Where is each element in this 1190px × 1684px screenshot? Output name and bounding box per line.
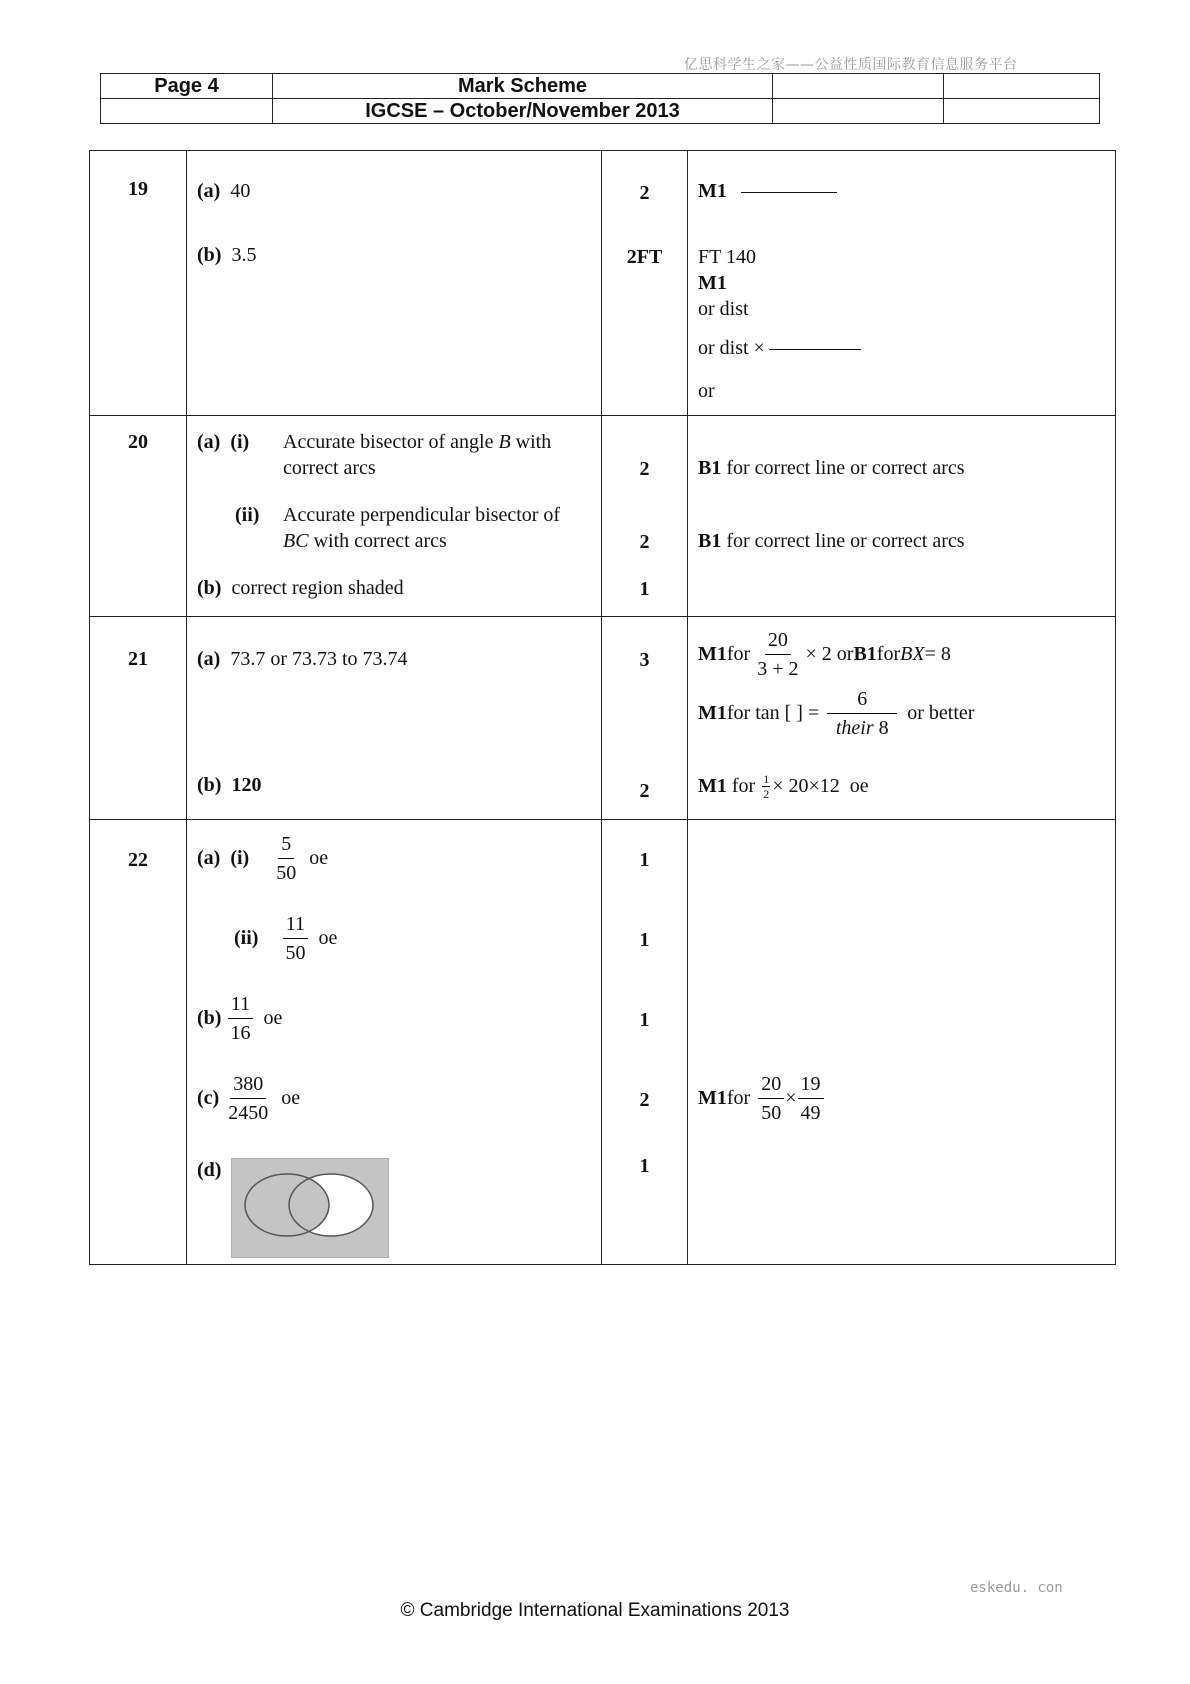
question-number: 20	[90, 416, 187, 617]
guidance-text: or better	[907, 702, 975, 724]
fraction: $\frac{5}{50}$	[276, 833, 297, 884]
header-table	[100, 73, 1100, 124]
fraction: $\frac{20}{3 + 2}$	[757, 629, 799, 680]
guidance-text: × 20×12 oe	[772, 775, 869, 797]
method-mark: B1	[698, 457, 722, 479]
marks-cell	[602, 151, 688, 416]
fraction: $\frac{6}{\text{their 8}}$	[827, 689, 897, 738]
answer-text: Accurate perpendicular bisector of	[283, 504, 561, 526]
question-19-row	[90, 151, 1116, 416]
method-mark: M1	[698, 775, 727, 797]
question-number: 19	[90, 151, 187, 416]
guidance-text: for	[726, 1087, 751, 1109]
guidance-text: for	[726, 775, 761, 797]
venn-diagram	[231, 1158, 389, 1258]
copyright-footer: © Cambridge International Examinations 2013	[400, 1600, 790, 1621]
mark-value: 2	[639, 531, 650, 553]
mark-scheme-table	[89, 150, 1116, 1265]
fraction: $\frac{19}{49}$	[798, 1074, 824, 1123]
guidance-text: = 8	[924, 643, 951, 665]
watermark-text: 亿思科学生之家——公益性质国际教育信息服务平台	[684, 57, 1018, 73]
header-empty-cell	[944, 99, 1100, 124]
site-watermark: eskedu. con	[970, 1580, 1063, 1596]
part-label: (a)	[197, 648, 221, 670]
answer-text: correct arcs	[283, 457, 376, 479]
guidance-cell	[688, 151, 1116, 416]
guidance-text: for correct line or correct arcs	[721, 457, 965, 479]
answer-text: oe	[263, 1007, 283, 1029]
marks-cell	[602, 820, 688, 1265]
answer-text: oe	[318, 927, 338, 949]
answer-text: correct region shaded	[231, 577, 404, 599]
method-mark: M1	[698, 272, 727, 294]
answer-text: 3.5	[231, 244, 257, 266]
question-21-row	[90, 617, 1116, 820]
question-22-row	[90, 820, 1116, 1265]
page-number: Page 4	[101, 74, 273, 99]
guidance-cell	[688, 416, 1116, 617]
mark-value: 2	[639, 182, 650, 204]
subpart-label: (ii)	[234, 927, 259, 949]
mark-value: 1	[639, 578, 650, 600]
mark-value: 3	[639, 649, 650, 671]
answer-text: 40	[230, 180, 251, 202]
guidance-cell	[688, 617, 1116, 820]
mark-value: 2	[639, 1089, 650, 1111]
guidance-text: for tan [ ] =	[726, 702, 820, 724]
part-label: (b)	[197, 774, 222, 796]
variable: BX	[900, 643, 925, 665]
method-mark: M1	[698, 702, 727, 724]
answer-text: oe	[281, 1087, 301, 1109]
guidance-text: or dist	[698, 298, 749, 320]
part-label: (a)	[197, 431, 221, 453]
fraction-rule	[741, 192, 837, 193]
answer-text: 120	[231, 774, 262, 796]
method-mark: B1	[853, 643, 877, 665]
part-label: (b)	[197, 1007, 222, 1029]
header-empty-cell	[944, 74, 1100, 99]
part-label: (a)	[197, 180, 221, 202]
guidance-text: FT 140	[698, 246, 756, 268]
header-empty-cell	[101, 99, 273, 124]
part-label: (a)	[197, 847, 221, 869]
answer-text: with	[510, 431, 552, 453]
method-mark: M1	[698, 180, 727, 202]
header-empty-cell	[773, 99, 944, 124]
question-20-row	[90, 416, 1116, 617]
guidance-text: for	[876, 643, 901, 665]
fraction: $\frac{11}{16}$	[227, 994, 253, 1043]
mark-value: 1	[639, 1155, 650, 1177]
mark-value: 1	[639, 849, 650, 871]
answer-cell	[187, 820, 602, 1265]
mark-value: 2FT	[626, 246, 663, 268]
header-empty-cell	[773, 74, 944, 99]
method-mark: B1	[698, 530, 722, 552]
answer-cell	[187, 151, 602, 416]
question-number: 22	[90, 820, 187, 1265]
method-mark: M1	[698, 1087, 727, 1109]
guidance-text: or	[698, 380, 715, 402]
guidance-text: ×	[785, 1087, 797, 1109]
marks-cell	[602, 617, 688, 820]
variable: BC	[283, 530, 309, 552]
syllabus-title: IGCSE – October/November 2013	[273, 99, 773, 124]
part-label: (b)	[197, 577, 222, 599]
part-label: (c)	[197, 1087, 220, 1109]
guidance-text: for correct line or correct arcs	[721, 530, 965, 552]
answer-cell	[187, 617, 602, 820]
answer-cell	[187, 416, 602, 617]
method-mark: M1	[698, 643, 727, 665]
document-title: Mark Scheme	[273, 74, 773, 99]
fraction: $\frac{20}{50}$	[758, 1074, 784, 1123]
answer-text: 73.7 or 73.73 to 73.74	[230, 648, 408, 670]
part-label: (b)	[197, 244, 222, 266]
subpart-label: (ii)	[235, 504, 260, 526]
guidance-text: or dist ×	[698, 337, 765, 359]
guidance-cell	[688, 820, 1116, 1265]
part-label: (d)	[197, 1159, 222, 1181]
mark-value: 1	[639, 1009, 650, 1031]
guidance-text: × 2 or	[805, 643, 854, 665]
mark-value: 2	[639, 458, 650, 480]
question-number: 21	[90, 617, 187, 820]
answer-text: with correct arcs	[308, 530, 447, 552]
fraction: $\frac{1}{2}$	[763, 772, 770, 801]
fraction: $\frac{11}{50}$	[282, 914, 308, 963]
subpart-label: (i)	[230, 431, 250, 453]
answer-text: Accurate bisector of angle	[283, 431, 499, 453]
subpart-label: (i)	[230, 847, 250, 869]
guidance-text: for	[726, 643, 751, 665]
variable: B	[498, 431, 511, 453]
marks-cell	[602, 416, 688, 617]
mark-value: 2	[639, 780, 650, 802]
fraction-rule	[769, 349, 861, 350]
mark-value: 1	[639, 929, 650, 951]
answer-text: oe	[309, 847, 329, 869]
fraction: $\frac{380}{2450}$	[228, 1073, 269, 1124]
